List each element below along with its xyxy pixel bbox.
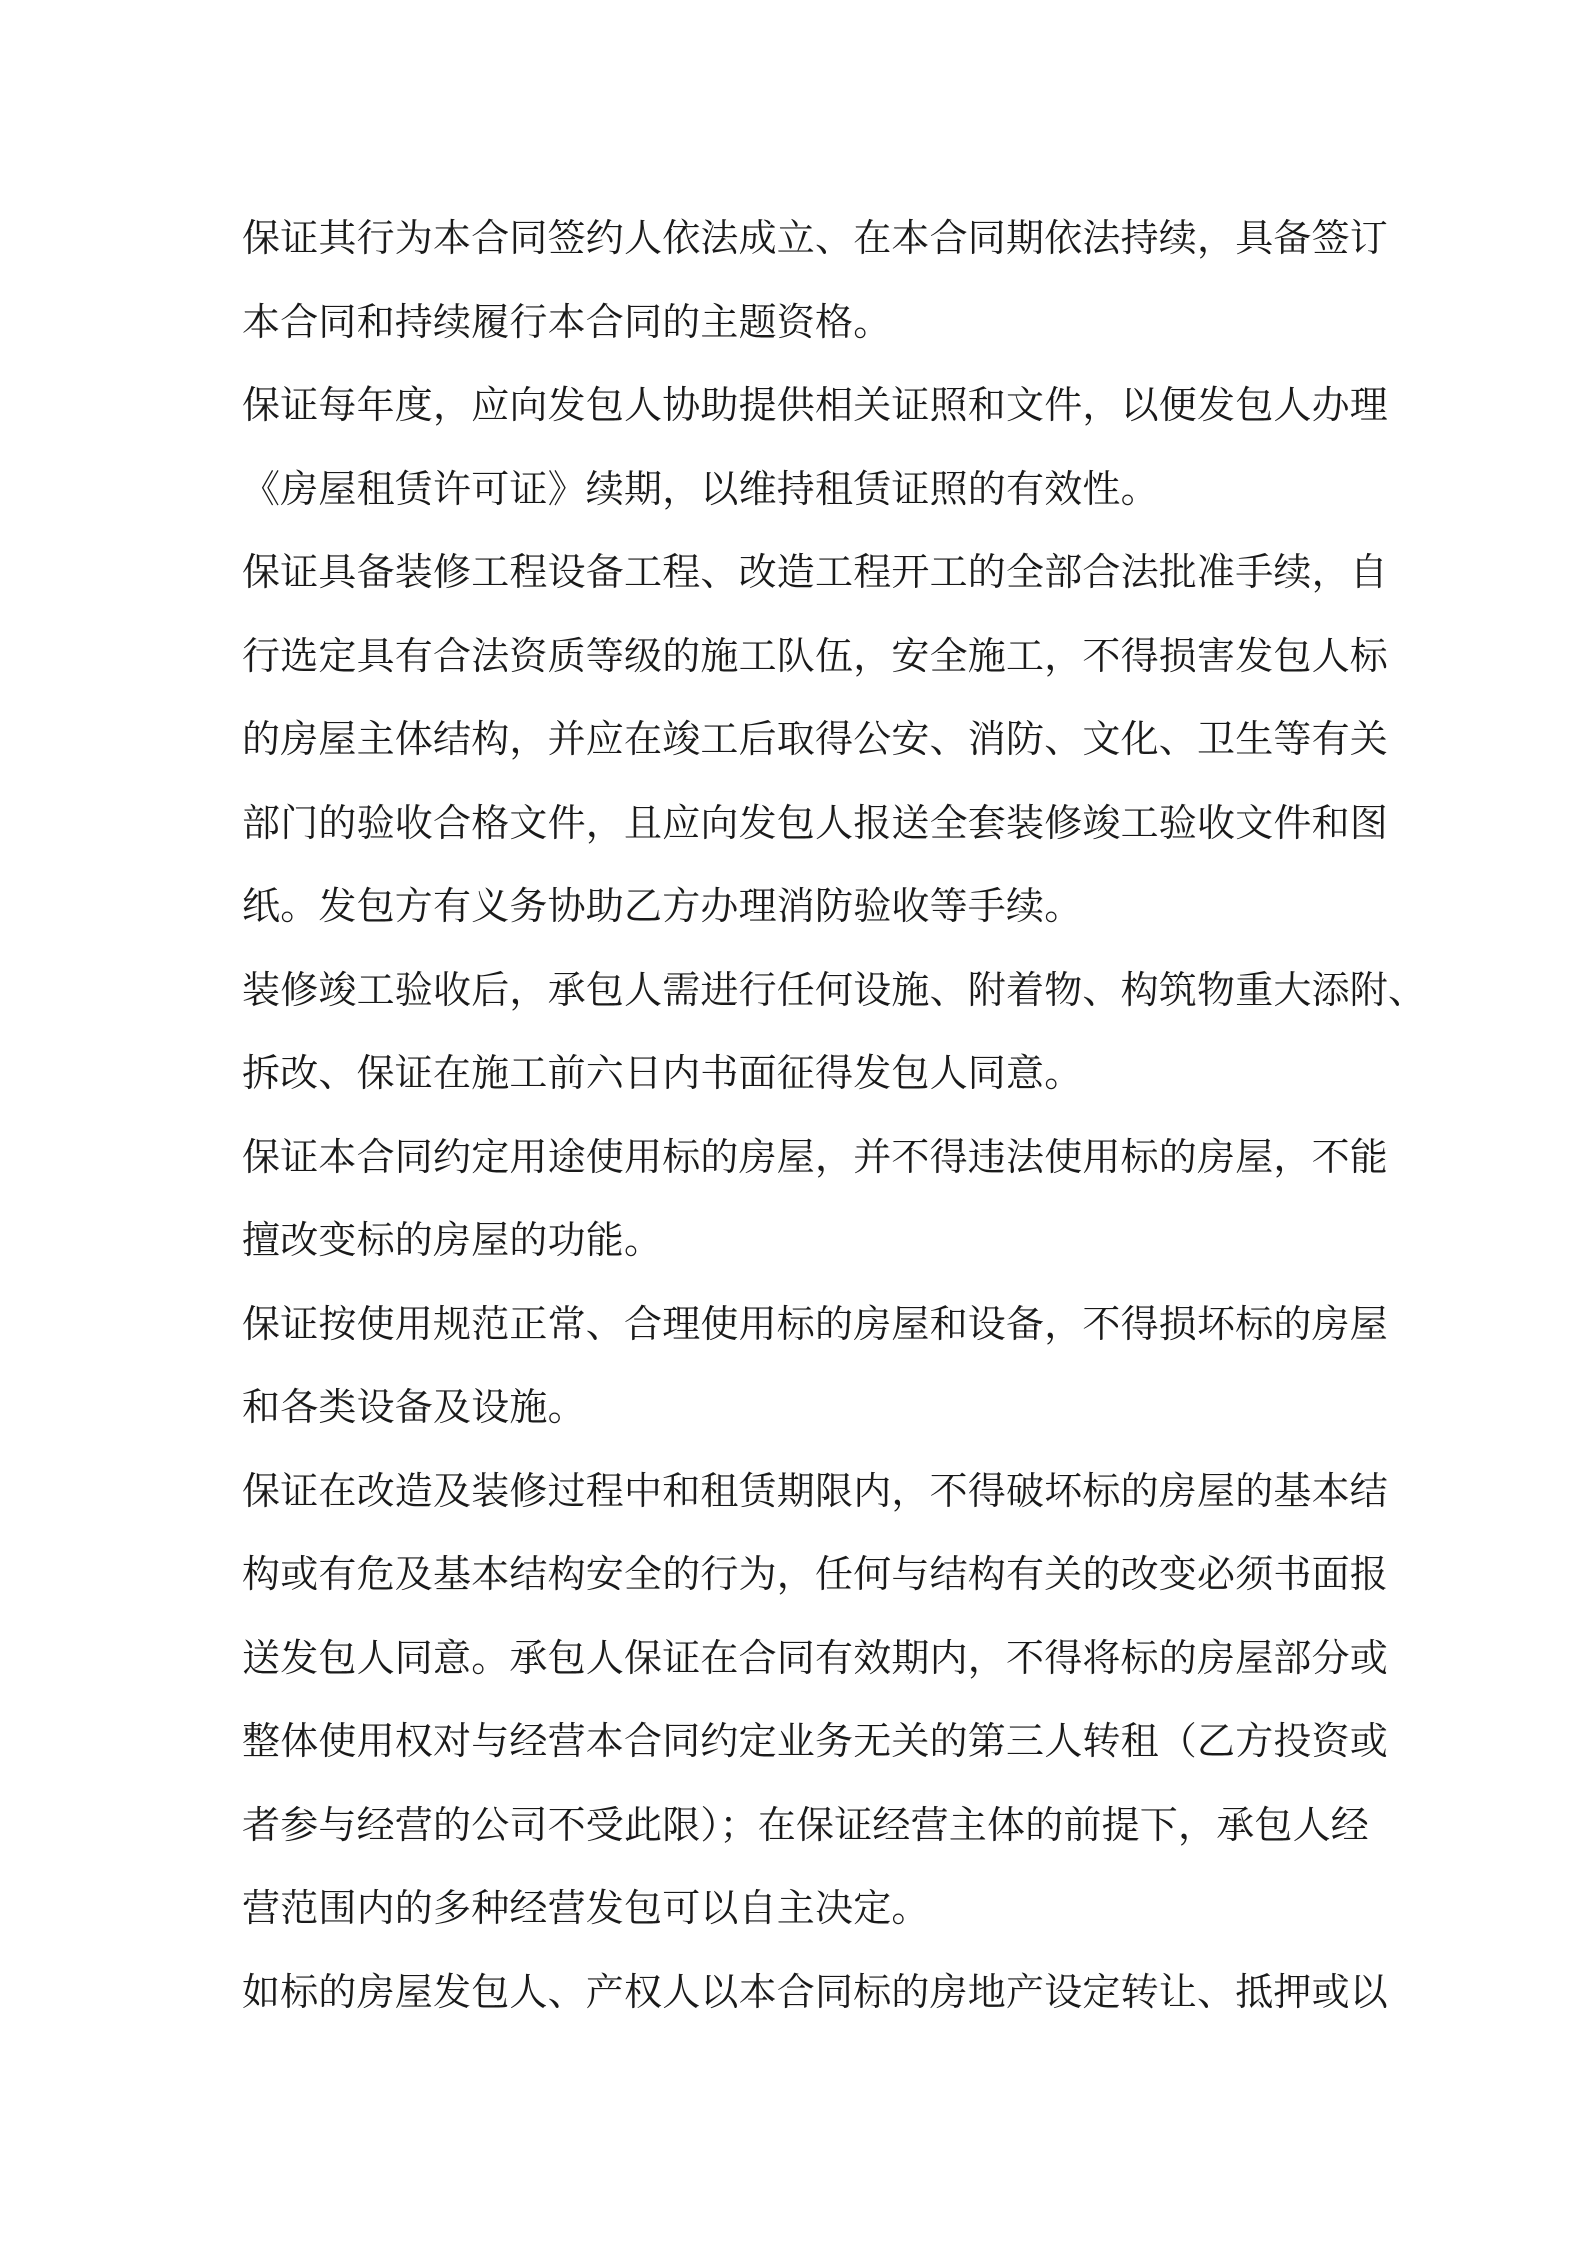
paragraph bbox=[242, 949, 1427, 1116]
text-line: 保证本合同约定用途使用标的房屋，并不得违法使用标的房屋，不能 bbox=[242, 1134, 1389, 1179]
paragraph bbox=[242, 531, 1389, 949]
text-line: 纸。发包方有义务协助乙方办理消防验收等手续。 bbox=[242, 884, 1083, 928]
paragraph bbox=[242, 1951, 1389, 2035]
paragraph bbox=[242, 1116, 1389, 1283]
text-line: 《房屋租赁许可证》续期，以维持租赁证照的有效性。 bbox=[242, 466, 1159, 511]
text-line: 保证具备装修工程设备工程、改造工程开工的全部合法批准手续，自 bbox=[242, 550, 1389, 594]
paragraph bbox=[242, 364, 1389, 531]
text-line: 擅改变标的房屋的功能。 bbox=[242, 1218, 663, 1262]
text-line: 装修竣工验收后，承包人需进行任何设施、附着物、构筑物重大添附、 bbox=[242, 967, 1427, 1012]
text-line: 拆改、保证在施工前六日内书面征得发包人同意。 bbox=[242, 1051, 1083, 1095]
text-line: 送发包人同意。承包人保证在合同有效期内，不得将标的房屋部分或 bbox=[242, 1635, 1389, 1680]
text-line: 保证其行为本合同签约人依法成立、在本合同期依法持续，具备签订 bbox=[242, 216, 1389, 260]
text-line: 的房屋主体结构，并应在竣工后取得公安、消防、文化、卫生等有关 bbox=[242, 717, 1389, 761]
text-line: 营范围内的多种经营发包可以自主决定。 bbox=[242, 1886, 930, 1930]
text-line: 者参与经营的公司不受此限）；在保证经营主体的前提下，承包人经 bbox=[242, 1802, 1370, 1847]
text-line: 保证按使用规范正常、合理使用标的房屋和设备，不得损坏标的房屋 bbox=[242, 1301, 1389, 1346]
text-line: 部门的验收合格文件，且应向发包人报送全套装修竣工验收文件和图 bbox=[242, 800, 1389, 845]
text-line: 保证在改造及装修过程中和租赁期限内，不得破坏标的房屋的基本结 bbox=[242, 1468, 1389, 1513]
paragraph bbox=[242, 1450, 1389, 1951]
text-line: 保证每年度，应向发包人协助提供相关证照和文件，以便发包人办理 bbox=[242, 383, 1389, 427]
paragraph bbox=[242, 1283, 1389, 1450]
text-line: 行选定具有合法资质等级的施工队伍，安全施工，不得损害发包人标 bbox=[242, 633, 1389, 678]
text-line: 和各类设备及设施。 bbox=[242, 1385, 586, 1429]
paragraph bbox=[242, 197, 1389, 364]
text-line: 整体使用权对与经营本合同约定业务无关的第三人转租（乙方投资或 bbox=[242, 1719, 1389, 1763]
text-line: 构或有危及基本结构安全的行为，任何与结构有关的改变必须书面报 bbox=[242, 1552, 1389, 1596]
text-line: 本合同和持续履行本合同的主题资格。 bbox=[242, 299, 892, 344]
text-line: 如标的房屋发包人、产权人以本合同标的房地产设定转让、抵押或以 bbox=[242, 1969, 1389, 2014]
contract-text bbox=[242, 197, 1427, 2034]
